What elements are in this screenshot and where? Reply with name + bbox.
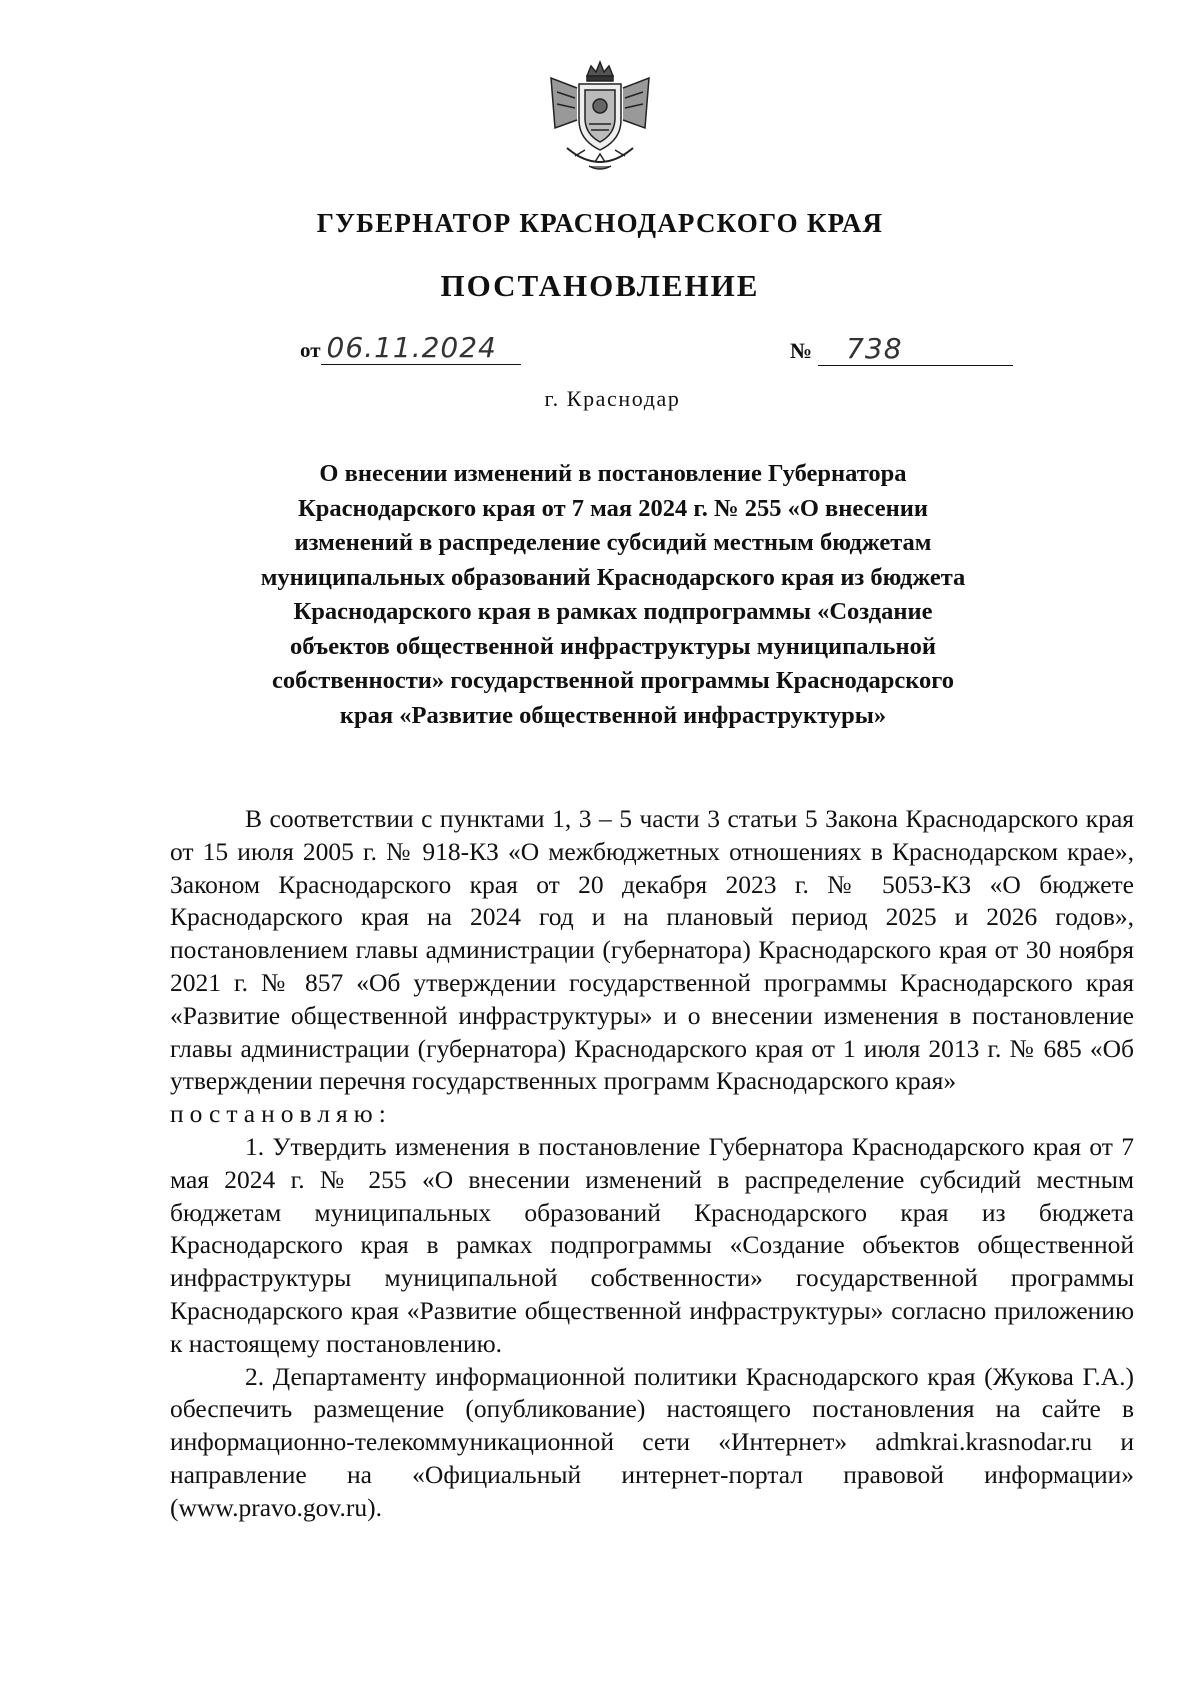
document-type: ПОСТАНОВЛЕНИЕ [440,268,760,303]
date-field [321,331,521,365]
date-prefix: от [300,338,321,362]
document-city: г. Краснодар [544,386,681,411]
document-body [170,803,1134,1525]
preamble-text: В соответствии с пунктами 1, 3 – 5 части 3 статьи 5 Закона Краснодарского края от 15 июля 2005 г. № 918-КЗ «О межбюджетных отношениях в Краснодарском крае», Законом Краснодарского края от 20 декабря 2023 г. № 5053-КЗ «О бюджете Краснодарского края на 2024 год и на плановый период 2025 и 2026 годов», постановлением главы администрации (губернатора) Краснодарского края от 30 ноября 2021 г. № 857 «Об утверждении государственной программы Краснодарского края «Развитие общественной инфраструктуры» и о внесении изменения в постановление главы администрации (губернатора) Краснодарского края от 1 июля 2013 г. № 685 «Об утверждении перечня государственных программ Краснодарского края» [170,804,1134,1096]
issuing-authority: ГУБЕРНАТОР КРАСНОДАРСКОГО КРАЯ [316,208,884,238]
document-number [790,332,1013,365]
item-1-paragraph: 1. Утвердить изменения в постановление Губернатора Краснодарского края от 7 мая 2024 г. № 255 «О внесении изменений в распределение субсидий местным бюджетам муниципальных образований Краснодарского края из бюджета Краснодарского края в рамках подпрограммы «Создание объектов общественной инфраструктуры муниципальной собственности» государственной программы Краснодарского края «Развитие общественной инфраструктуры» согласно приложению к настоящему постановлению. [170,1131,1134,1358]
date-value: 06.11.2024 [326,331,497,364]
document-title: О внесении изменений в постановление Губернатора Краснодарского края от 7 мая 2024 г. № 255 «О внесении изменений в распределение субсидий местным бюджетам муниципальных образований Краснодарского края из бюджета Краснодарского края в рамках подпрограммы «Создание объектов общественной инфраструктуры муниципальной собственности» государственной программы Краснодарского края «Развитие общественной инфраструктуры» [260,460,966,729]
coat-of-arms-emblem [545,58,655,178]
number-prefix: № [790,338,813,363]
item-2-paragraph: 2. Департаменту информационной политики Краснодарского края (Жукова Г.А.) обеспечить размещение (опубликование) настоящего постановления на сайте в информационно-телекоммуникационной сети «Интернет» admkrai.krasnodar.ru и направление на «Официальный интернет-портал правовой информации» (www.pravo.gov.ru). [170,1361,1134,1522]
number-field [818,332,1013,366]
decree-word: постановляю: [170,1099,392,1129]
document-date [300,331,521,364]
preamble-paragraph [170,803,1134,1131]
number-value: 738 [846,332,903,365]
